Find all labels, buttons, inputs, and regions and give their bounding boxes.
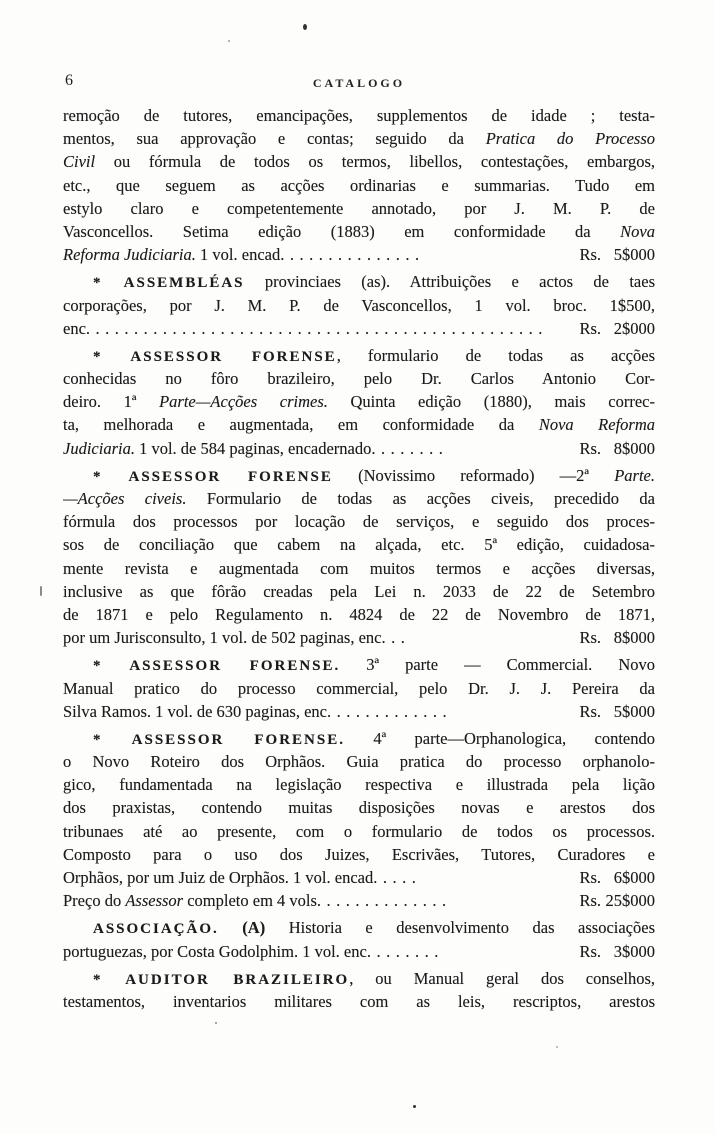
text-run: Manual pratico do processo commercial, pelo Dr. J. J. Pereira da <box>63 678 655 698</box>
price-amount: 25$000 <box>605 891 655 911</box>
dot-leader: ............... <box>280 245 425 265</box>
text-run: Preço do <box>63 891 126 911</box>
line-text <box>63 940 367 963</box>
price-amount: 3$000 <box>613 941 655 961</box>
text-line <box>63 464 655 487</box>
text-line <box>63 413 655 436</box>
text-run: testamentos, inventarios militares com as leis, rescriptos, arestos <box>63 991 655 1011</box>
text-run: remoção de tutores, emancipações, supplementos de idade ; testa- <box>63 106 655 125</box>
text-run: estylo claro e competentemente annotado, por J. M. P. de <box>63 198 655 218</box>
entry-headword: * ASSESSOR FORENSE <box>93 468 333 485</box>
line-text <box>93 729 655 748</box>
text-run: Parte—Acções crimes. <box>159 392 328 412</box>
price-amount: 8$000 <box>613 438 655 458</box>
ink-speck <box>228 40 230 42</box>
page-title: CATALOGO <box>312 76 406 90</box>
text-line <box>63 916 655 939</box>
line-text <box>63 798 655 817</box>
line-text <box>63 889 317 912</box>
text-run: Silva Ramos. 1 vol. de 630 paginas, enc <box>63 701 327 721</box>
currency-label: Rs. <box>579 868 601 887</box>
price-amount: 8$000 <box>613 628 655 648</box>
currency-label: Rs. <box>579 438 601 458</box>
text-run: o Novo Roteiro dos Orphãos. Guia pratica do processo orphanolo- <box>63 752 655 772</box>
text-run: Formulario de todas as acções civeis, precedido da <box>186 489 655 508</box>
text-run: gico, fundamentada na legislação respectiva e illustrada pela lição <box>63 775 655 795</box>
text-run: 1 vol. de 584 paginas, encadernado <box>134 438 372 458</box>
catalog-entry <box>63 104 655 266</box>
text-line <box>63 796 655 819</box>
text-line <box>63 990 655 1013</box>
text-line <box>63 700 655 723</box>
price-amount: 5$000 <box>613 701 655 721</box>
text-run: ou fórmula de todos os termos, libellos, contestações, embargos, <box>95 152 655 172</box>
line-text <box>63 845 655 864</box>
text-run: dos praxistas, contendo muitas disposições novas e arestos dos <box>63 798 655 818</box>
line-text <box>63 559 655 578</box>
text-line <box>63 317 655 340</box>
text-run: (Novissimo reformado) —2ª <box>332 465 615 485</box>
line-text <box>63 152 655 171</box>
currency-label: Rs. <box>579 701 601 721</box>
line-text <box>63 679 655 698</box>
ink-speck <box>413 1105 416 1108</box>
currency-label: Rs. <box>579 245 601 265</box>
text-line <box>63 243 655 266</box>
line-text <box>63 626 382 649</box>
text-run: 4ª parte—Orphanologica, contendo <box>344 728 655 748</box>
text-line <box>63 437 655 460</box>
text-run: etc., que seguem as acções ordinarias e summarias. Tudo em <box>63 175 655 195</box>
dot-leader: ............. <box>326 701 453 721</box>
text-run: portuguezas, por Costa Godolphim. 1 vol. enc <box>63 941 367 961</box>
line-text <box>63 582 655 601</box>
text-line <box>63 653 655 676</box>
line-text <box>63 243 280 266</box>
line-text <box>93 918 655 937</box>
text-line <box>63 889 655 912</box>
line-text <box>63 700 327 723</box>
text-run: Parte. <box>614 465 655 485</box>
line-text <box>63 222 655 241</box>
line-text <box>63 392 655 411</box>
line-text <box>93 346 655 365</box>
entry-headword: * ASSESSOR FORENSE. <box>93 658 341 675</box>
text-run: Civil <box>63 152 96 172</box>
dot-leader: ... <box>381 628 411 648</box>
dot-leader: ................................................ <box>85 318 548 338</box>
line-text <box>93 969 655 988</box>
text-run: (A) <box>218 918 266 938</box>
line-text <box>63 415 655 434</box>
dot-leader: ........ <box>366 941 444 961</box>
text-line <box>63 150 655 173</box>
catalog-entry <box>63 270 655 340</box>
text-line <box>63 104 655 127</box>
line-text <box>63 369 655 388</box>
text-run: corporações, por J. M. P. de Vasconcellos, 1 vol. broc. 1$500, <box>63 295 655 315</box>
text-line <box>63 270 655 293</box>
text-line <box>63 557 655 580</box>
text-line <box>63 344 655 367</box>
line-text <box>63 866 373 889</box>
text-line <box>63 750 655 773</box>
catalog-entry <box>63 344 655 460</box>
text-line <box>63 603 655 626</box>
text-line <box>63 533 655 556</box>
text-run: Nova <box>620 221 655 241</box>
line-text <box>93 655 655 674</box>
price-amount: 6$000 <box>613 868 655 887</box>
price-amount: 5$000 <box>613 245 655 265</box>
line-text <box>63 437 371 460</box>
text-line <box>63 820 655 843</box>
text-line <box>63 197 655 220</box>
text-run: Assessor <box>125 891 184 911</box>
text-run: Historia e desenvolvimento das associações <box>265 918 655 938</box>
text-line <box>63 626 655 649</box>
entry-headword: * ASSESSOR FORENSE. <box>93 731 345 748</box>
line-text <box>63 296 655 315</box>
currency-label: Rs. <box>579 941 601 961</box>
text-run: Nova Reforma <box>538 415 655 435</box>
text-line <box>63 127 655 150</box>
text-run: sos de conciliação que cabem na alçada, etc. 5ª edição, cuidadosa- <box>63 535 655 555</box>
currency-label: Rs. <box>579 318 601 338</box>
dot-leader: ..... <box>373 868 422 887</box>
text-run: inclusive as que fôrão creadas pela Lei n. 2033 de 22 de Setembro <box>63 581 655 601</box>
text-run: enc <box>63 318 86 338</box>
text-line <box>63 677 655 700</box>
text-run: Reforma Judiciaria. <box>63 245 196 265</box>
line-text <box>63 106 655 125</box>
text-line <box>63 220 655 243</box>
text-run: provinciaes (as). Attribuições e actos de taes <box>244 272 655 292</box>
text-line <box>63 727 655 750</box>
running-header <box>63 72 655 94</box>
text-run: 3ª parte — Commercial. Novo <box>340 655 655 675</box>
entry-headword: * ASSESSOR FORENSE <box>93 348 337 365</box>
text-run: fórmula dos processos por locação de serviços, e seguido dos proces- <box>63 512 655 532</box>
text-run: Judiciaria. <box>63 438 135 458</box>
dot-leader: .............. <box>316 891 452 911</box>
text-run: ta, melhorada e augmentada, em conformidade da <box>63 415 539 435</box>
line-text <box>63 605 655 624</box>
text-run: de 1871 e pelo Regulamento n. 4824 de 22 de Novembro de 1871, <box>63 604 655 624</box>
text-run: , ou Manual geral dos conselhos, <box>349 968 655 988</box>
text-run: por um Jurisconsulto, 1 vol. de 502 paginas, enc <box>63 628 382 648</box>
currency-label: Rs. <box>579 891 601 911</box>
line-text <box>63 176 655 195</box>
text-run: Composto para o uso dos Juizes, Escrivães, Tutores, Curadores e <box>63 844 655 864</box>
text-line <box>63 940 655 963</box>
text-line <box>63 390 655 413</box>
line-text <box>63 512 655 531</box>
catalog-entry <box>63 464 655 650</box>
text-line <box>63 773 655 796</box>
line-text <box>63 129 655 148</box>
price-amount: 2$000 <box>613 318 655 338</box>
text-run: Vasconcellos. Setima edição (1883) em conformidade da <box>63 221 621 241</box>
text-line <box>63 174 655 197</box>
text-line <box>63 510 655 533</box>
entry-headword: ASSOCIAÇÃO. <box>93 921 219 938</box>
line-text <box>63 199 655 218</box>
text-line <box>63 843 655 866</box>
line-text <box>63 489 655 508</box>
text-run: —Acções civeis. <box>63 489 187 508</box>
text-line <box>63 866 655 889</box>
text-line <box>63 580 655 603</box>
ink-speck <box>215 1022 217 1024</box>
ink-speck <box>40 586 42 596</box>
entry-headword: * AUDITOR BRAZILEIRO <box>93 971 350 988</box>
line-text <box>93 466 655 485</box>
text-run: Orphãos, por um Juiz de Orphãos. 1 vol. encad <box>63 868 374 887</box>
ink-speck <box>303 24 307 30</box>
text-run: completo em 4 vols <box>183 891 317 911</box>
line-text <box>63 775 655 794</box>
text-run: deiro. 1ª <box>63 392 160 412</box>
text-run: Pratica do Processo <box>485 129 655 149</box>
text-run: conhecidas no fôro brazileiro, pelo Dr. Carlos Antonio Cor- <box>63 369 655 389</box>
text-line <box>63 294 655 317</box>
text-line <box>63 967 655 990</box>
ink-speck <box>556 1046 558 1048</box>
catalog-entry <box>63 916 655 962</box>
text-line <box>63 367 655 390</box>
text-run: mente revista e augmentada com muitos termos e acções diversas, <box>63 558 655 578</box>
line-text <box>63 752 655 771</box>
currency-label: Rs. <box>579 628 601 648</box>
text-run: , formulario de todas as acções <box>336 345 655 365</box>
catalog-entry <box>63 653 655 723</box>
catalog-entry <box>63 967 655 1013</box>
text-run: 1 vol. encad <box>195 245 281 265</box>
line-text <box>63 992 655 1011</box>
line-text <box>93 272 655 291</box>
line-text <box>63 822 655 841</box>
text-run: Quinta edição (1880), mais correc- <box>327 392 655 412</box>
catalog-text-body <box>63 104 655 1013</box>
catalog-entry <box>63 727 655 913</box>
text-run: tribunaes até ao presente, com o formulario de todos os processos. <box>63 821 655 841</box>
page-number: 6 <box>65 72 74 89</box>
line-text <box>63 317 86 340</box>
entry-headword: * ASSEMBLÉAS <box>93 275 245 292</box>
dot-leader: ........ <box>371 438 449 458</box>
line-text <box>63 535 655 554</box>
text-line <box>63 487 655 510</box>
text-run: mentos, sua approvação e contas; seguido da <box>63 129 486 149</box>
